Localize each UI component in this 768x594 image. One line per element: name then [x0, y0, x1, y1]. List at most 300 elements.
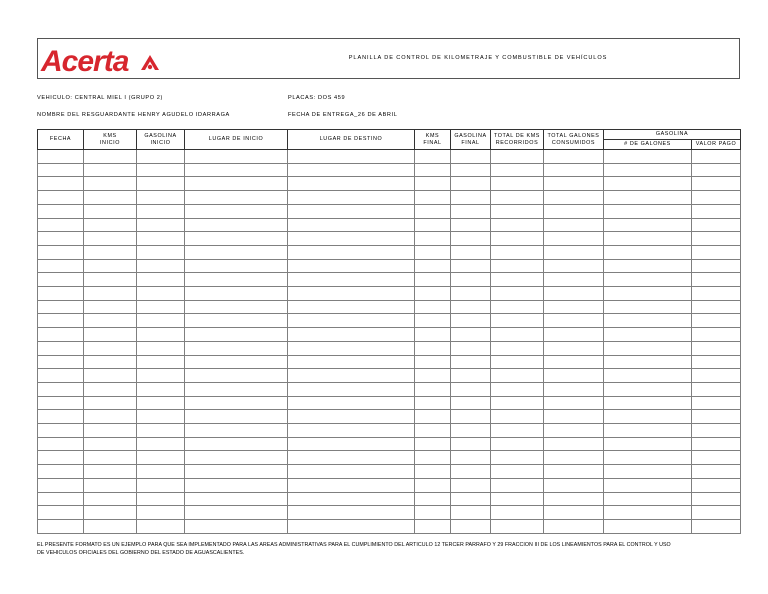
table-cell[interactable]: [692, 273, 741, 287]
table-cell[interactable]: [415, 314, 451, 328]
table-cell[interactable]: [185, 519, 288, 533]
table-cell[interactable]: [544, 506, 604, 520]
table-cell[interactable]: [451, 245, 491, 259]
table-cell[interactable]: [288, 259, 415, 273]
table-cell[interactable]: [415, 451, 451, 465]
table-cell[interactable]: [38, 465, 84, 479]
table-cell[interactable]: [491, 287, 544, 301]
table-cell[interactable]: [137, 519, 185, 533]
table-cell[interactable]: [38, 478, 84, 492]
table-cell[interactable]: [491, 369, 544, 383]
table-cell[interactable]: [692, 328, 741, 342]
table-cell[interactable]: [288, 300, 415, 314]
table-cell[interactable]: [544, 396, 604, 410]
table-cell[interactable]: [84, 191, 137, 205]
table-cell[interactable]: [604, 163, 692, 177]
table-cell[interactable]: [692, 232, 741, 246]
table-cell[interactable]: [491, 314, 544, 328]
table-cell[interactable]: [544, 245, 604, 259]
table-cell[interactable]: [288, 437, 415, 451]
table-cell[interactable]: [604, 465, 692, 479]
table-cell[interactable]: [692, 506, 741, 520]
table-cell[interactable]: [415, 204, 451, 218]
table-cell[interactable]: [415, 259, 451, 273]
table-cell[interactable]: [451, 150, 491, 164]
table-cell[interactable]: [84, 369, 137, 383]
table-cell[interactable]: [604, 328, 692, 342]
table-cell[interactable]: [544, 150, 604, 164]
table-cell[interactable]: [451, 259, 491, 273]
table-cell[interactable]: [544, 191, 604, 205]
table-cell[interactable]: [185, 382, 288, 396]
table-cell[interactable]: [415, 424, 451, 438]
table-cell[interactable]: [185, 163, 288, 177]
table-cell[interactable]: [38, 245, 84, 259]
table-cell[interactable]: [38, 328, 84, 342]
table-cell[interactable]: [137, 328, 185, 342]
table-cell[interactable]: [451, 287, 491, 301]
table-cell[interactable]: [84, 273, 137, 287]
table-cell[interactable]: [544, 341, 604, 355]
table-cell[interactable]: [544, 328, 604, 342]
table-cell[interactable]: [137, 314, 185, 328]
table-cell[interactable]: [185, 232, 288, 246]
table-cell[interactable]: [544, 218, 604, 232]
table-cell[interactable]: [38, 506, 84, 520]
table-cell[interactable]: [38, 177, 84, 191]
table-cell[interactable]: [84, 314, 137, 328]
table-cell[interactable]: [604, 150, 692, 164]
table-cell[interactable]: [451, 424, 491, 438]
table-cell[interactable]: [84, 465, 137, 479]
table-cell[interactable]: [38, 314, 84, 328]
table-cell[interactable]: [544, 273, 604, 287]
table-cell[interactable]: [451, 273, 491, 287]
table-cell[interactable]: [288, 341, 415, 355]
table-cell[interactable]: [288, 163, 415, 177]
table-cell[interactable]: [692, 465, 741, 479]
table-cell[interactable]: [451, 177, 491, 191]
table-cell[interactable]: [185, 369, 288, 383]
table-cell[interactable]: [288, 204, 415, 218]
table-cell[interactable]: [38, 259, 84, 273]
table-cell[interactable]: [491, 218, 544, 232]
table-cell[interactable]: [288, 382, 415, 396]
table-cell[interactable]: [692, 163, 741, 177]
table-cell[interactable]: [137, 287, 185, 301]
table-cell[interactable]: [415, 300, 451, 314]
table-cell[interactable]: [451, 314, 491, 328]
table-cell[interactable]: [544, 465, 604, 479]
table-cell[interactable]: [185, 451, 288, 465]
table-cell[interactable]: [288, 328, 415, 342]
table-cell[interactable]: [288, 369, 415, 383]
table-cell[interactable]: [185, 150, 288, 164]
table-cell[interactable]: [288, 478, 415, 492]
table-cell[interactable]: [185, 287, 288, 301]
table-cell[interactable]: [544, 204, 604, 218]
table-cell[interactable]: [38, 163, 84, 177]
table-cell[interactable]: [692, 451, 741, 465]
table-cell[interactable]: [491, 396, 544, 410]
table-cell[interactable]: [288, 314, 415, 328]
table-cell[interactable]: [544, 369, 604, 383]
table-cell[interactable]: [451, 492, 491, 506]
table-cell[interactable]: [137, 506, 185, 520]
table-cell[interactable]: [137, 424, 185, 438]
table-cell[interactable]: [415, 232, 451, 246]
table-cell[interactable]: [604, 341, 692, 355]
table-cell[interactable]: [84, 382, 137, 396]
table-cell[interactable]: [415, 177, 451, 191]
table-cell[interactable]: [137, 369, 185, 383]
table-cell[interactable]: [185, 396, 288, 410]
table-cell[interactable]: [38, 218, 84, 232]
table-cell[interactable]: [544, 314, 604, 328]
table-cell[interactable]: [137, 437, 185, 451]
table-cell[interactable]: [185, 204, 288, 218]
table-cell[interactable]: [415, 369, 451, 383]
table-cell[interactable]: [288, 218, 415, 232]
table-cell[interactable]: [451, 300, 491, 314]
table-cell[interactable]: [451, 204, 491, 218]
table-cell[interactable]: [185, 273, 288, 287]
table-cell[interactable]: [84, 341, 137, 355]
table-cell[interactable]: [604, 382, 692, 396]
table-cell[interactable]: [137, 163, 185, 177]
table-cell[interactable]: [604, 218, 692, 232]
table-cell[interactable]: [451, 163, 491, 177]
table-cell[interactable]: [185, 300, 288, 314]
table-cell[interactable]: [692, 245, 741, 259]
table-cell[interactable]: [84, 259, 137, 273]
table-cell[interactable]: [692, 177, 741, 191]
table-cell[interactable]: [451, 191, 491, 205]
table-cell[interactable]: [137, 191, 185, 205]
table-cell[interactable]: [84, 328, 137, 342]
table-cell[interactable]: [84, 437, 137, 451]
table-cell[interactable]: [451, 341, 491, 355]
table-cell[interactable]: [491, 259, 544, 273]
table-cell[interactable]: [84, 163, 137, 177]
table-cell[interactable]: [544, 437, 604, 451]
table-cell[interactable]: [692, 287, 741, 301]
table-cell[interactable]: [415, 465, 451, 479]
table-cell[interactable]: [544, 287, 604, 301]
table-cell[interactable]: [692, 150, 741, 164]
table-cell[interactable]: [544, 300, 604, 314]
table-cell[interactable]: [185, 437, 288, 451]
table-cell[interactable]: [137, 259, 185, 273]
table-cell[interactable]: [544, 355, 604, 369]
table-cell[interactable]: [288, 410, 415, 424]
table-cell[interactable]: [137, 410, 185, 424]
table-cell[interactable]: [84, 204, 137, 218]
table-cell[interactable]: [692, 437, 741, 451]
table-cell[interactable]: [604, 519, 692, 533]
table-cell[interactable]: [692, 300, 741, 314]
table-cell[interactable]: [84, 232, 137, 246]
table-cell[interactable]: [137, 300, 185, 314]
table-cell[interactable]: [491, 355, 544, 369]
table-cell[interactable]: [288, 287, 415, 301]
table-cell[interactable]: [288, 506, 415, 520]
table-cell[interactable]: [84, 150, 137, 164]
table-cell[interactable]: [415, 191, 451, 205]
table-cell[interactable]: [415, 341, 451, 355]
table-cell[interactable]: [544, 232, 604, 246]
table-cell[interactable]: [544, 478, 604, 492]
table-cell[interactable]: [38, 424, 84, 438]
table-cell[interactable]: [84, 287, 137, 301]
table-cell[interactable]: [185, 341, 288, 355]
table-cell[interactable]: [604, 191, 692, 205]
table-cell[interactable]: [38, 300, 84, 314]
table-cell[interactable]: [491, 191, 544, 205]
table-cell[interactable]: [491, 519, 544, 533]
table-cell[interactable]: [451, 218, 491, 232]
table-cell[interactable]: [491, 478, 544, 492]
table-cell[interactable]: [491, 492, 544, 506]
table-cell[interactable]: [38, 519, 84, 533]
table-cell[interactable]: [185, 506, 288, 520]
table-cell[interactable]: [604, 355, 692, 369]
table-cell[interactable]: [84, 245, 137, 259]
table-cell[interactable]: [604, 287, 692, 301]
table-cell[interactable]: [692, 259, 741, 273]
table-cell[interactable]: [137, 245, 185, 259]
table-cell[interactable]: [491, 410, 544, 424]
table-cell[interactable]: [544, 177, 604, 191]
table-cell[interactable]: [38, 287, 84, 301]
table-cell[interactable]: [451, 519, 491, 533]
table-cell[interactable]: [491, 328, 544, 342]
table-cell[interactable]: [604, 259, 692, 273]
table-cell[interactable]: [38, 232, 84, 246]
table-cell[interactable]: [185, 218, 288, 232]
table-cell[interactable]: [288, 245, 415, 259]
table-cell[interactable]: [137, 492, 185, 506]
table-cell[interactable]: [137, 232, 185, 246]
table-cell[interactable]: [185, 355, 288, 369]
table-cell[interactable]: [84, 451, 137, 465]
table-cell[interactable]: [288, 396, 415, 410]
table-cell[interactable]: [137, 177, 185, 191]
table-cell[interactable]: [185, 328, 288, 342]
table-cell[interactable]: [604, 204, 692, 218]
table-cell[interactable]: [288, 465, 415, 479]
table-cell[interactable]: [415, 163, 451, 177]
table-cell[interactable]: [544, 410, 604, 424]
table-cell[interactable]: [185, 245, 288, 259]
table-cell[interactable]: [451, 437, 491, 451]
table-cell[interactable]: [415, 410, 451, 424]
table-cell[interactable]: [84, 300, 137, 314]
table-cell[interactable]: [185, 314, 288, 328]
table-cell[interactable]: [604, 177, 692, 191]
table-cell[interactable]: [604, 451, 692, 465]
table-cell[interactable]: [415, 478, 451, 492]
table-cell[interactable]: [38, 204, 84, 218]
table-cell[interactable]: [544, 259, 604, 273]
table-cell[interactable]: [415, 245, 451, 259]
table-cell[interactable]: [491, 437, 544, 451]
table-cell[interactable]: [137, 150, 185, 164]
table-cell[interactable]: [38, 410, 84, 424]
table-cell[interactable]: [604, 300, 692, 314]
table-cell[interactable]: [604, 396, 692, 410]
table-cell[interactable]: [288, 519, 415, 533]
table-cell[interactable]: [84, 396, 137, 410]
table-cell[interactable]: [415, 287, 451, 301]
table-cell[interactable]: [38, 382, 84, 396]
table-cell[interactable]: [692, 424, 741, 438]
table-cell[interactable]: [491, 465, 544, 479]
table-cell[interactable]: [451, 369, 491, 383]
table-cell[interactable]: [451, 451, 491, 465]
table-cell[interactable]: [415, 519, 451, 533]
table-cell[interactable]: [692, 519, 741, 533]
table-cell[interactable]: [491, 204, 544, 218]
table-cell[interactable]: [692, 204, 741, 218]
table-cell[interactable]: [38, 437, 84, 451]
table-cell[interactable]: [137, 341, 185, 355]
table-cell[interactable]: [544, 519, 604, 533]
table-cell[interactable]: [544, 451, 604, 465]
table-cell[interactable]: [185, 191, 288, 205]
table-cell[interactable]: [451, 478, 491, 492]
table-cell[interactable]: [692, 369, 741, 383]
table-cell[interactable]: [451, 410, 491, 424]
table-cell[interactable]: [288, 150, 415, 164]
table-cell[interactable]: [185, 410, 288, 424]
table-cell[interactable]: [38, 355, 84, 369]
table-cell[interactable]: [84, 410, 137, 424]
table-cell[interactable]: [84, 519, 137, 533]
table-cell[interactable]: [38, 396, 84, 410]
table-cell[interactable]: [604, 478, 692, 492]
table-cell[interactable]: [451, 506, 491, 520]
table-cell[interactable]: [84, 506, 137, 520]
table-cell[interactable]: [38, 150, 84, 164]
table-cell[interactable]: [604, 314, 692, 328]
table-cell[interactable]: [288, 177, 415, 191]
table-cell[interactable]: [451, 382, 491, 396]
table-cell[interactable]: [288, 191, 415, 205]
table-cell[interactable]: [288, 273, 415, 287]
table-cell[interactable]: [491, 177, 544, 191]
table-cell[interactable]: [185, 492, 288, 506]
table-cell[interactable]: [491, 506, 544, 520]
table-cell[interactable]: [451, 465, 491, 479]
table-cell[interactable]: [491, 424, 544, 438]
table-cell[interactable]: [451, 328, 491, 342]
table-cell[interactable]: [137, 451, 185, 465]
table-cell[interactable]: [137, 218, 185, 232]
table-cell[interactable]: [185, 259, 288, 273]
table-cell[interactable]: [84, 218, 137, 232]
table-cell[interactable]: [288, 492, 415, 506]
table-cell[interactable]: [544, 163, 604, 177]
table-cell[interactable]: [415, 437, 451, 451]
table-cell[interactable]: [604, 410, 692, 424]
table-cell[interactable]: [185, 177, 288, 191]
table-cell[interactable]: [692, 341, 741, 355]
table-cell[interactable]: [288, 451, 415, 465]
table-cell[interactable]: [451, 232, 491, 246]
table-cell[interactable]: [84, 177, 137, 191]
table-cell[interactable]: [38, 369, 84, 383]
table-cell[interactable]: [415, 273, 451, 287]
table-cell[interactable]: [692, 191, 741, 205]
table-cell[interactable]: [491, 300, 544, 314]
table-cell[interactable]: [185, 465, 288, 479]
table-cell[interactable]: [137, 465, 185, 479]
table-cell[interactable]: [604, 437, 692, 451]
table-cell[interactable]: [38, 341, 84, 355]
table-cell[interactable]: [692, 478, 741, 492]
table-cell[interactable]: [38, 273, 84, 287]
table-cell[interactable]: [38, 451, 84, 465]
table-cell[interactable]: [544, 382, 604, 396]
table-cell[interactable]: [604, 369, 692, 383]
table-cell[interactable]: [137, 382, 185, 396]
table-cell[interactable]: [84, 355, 137, 369]
table-cell[interactable]: [84, 478, 137, 492]
table-cell[interactable]: [604, 245, 692, 259]
table-cell[interactable]: [604, 232, 692, 246]
table-cell[interactable]: [604, 273, 692, 287]
table-cell[interactable]: [692, 314, 741, 328]
table-cell[interactable]: [692, 410, 741, 424]
table-cell[interactable]: [137, 478, 185, 492]
table-cell[interactable]: [288, 232, 415, 246]
table-cell[interactable]: [288, 355, 415, 369]
table-cell[interactable]: [137, 396, 185, 410]
table-cell[interactable]: [491, 341, 544, 355]
table-cell[interactable]: [491, 150, 544, 164]
table-cell[interactable]: [137, 204, 185, 218]
table-cell[interactable]: [185, 424, 288, 438]
table-cell[interactable]: [544, 424, 604, 438]
table-cell[interactable]: [604, 492, 692, 506]
table-cell[interactable]: [137, 355, 185, 369]
table-cell[interactable]: [288, 424, 415, 438]
table-cell[interactable]: [415, 150, 451, 164]
table-cell[interactable]: [491, 245, 544, 259]
table-cell[interactable]: [491, 232, 544, 246]
table-cell[interactable]: [415, 355, 451, 369]
table-cell[interactable]: [84, 424, 137, 438]
table-cell[interactable]: [415, 492, 451, 506]
table-cell[interactable]: [604, 424, 692, 438]
table-cell[interactable]: [491, 382, 544, 396]
table-cell[interactable]: [692, 492, 741, 506]
table-cell[interactable]: [415, 506, 451, 520]
table-cell[interactable]: [84, 492, 137, 506]
table-cell[interactable]: [692, 382, 741, 396]
table-cell[interactable]: [604, 506, 692, 520]
table-cell[interactable]: [415, 218, 451, 232]
table-cell[interactable]: [544, 492, 604, 506]
table-cell[interactable]: [692, 355, 741, 369]
table-cell[interactable]: [692, 396, 741, 410]
table-cell[interactable]: [692, 218, 741, 232]
table-cell[interactable]: [415, 396, 451, 410]
table-cell[interactable]: [137, 273, 185, 287]
table-cell[interactable]: [415, 382, 451, 396]
table-cell[interactable]: [415, 328, 451, 342]
